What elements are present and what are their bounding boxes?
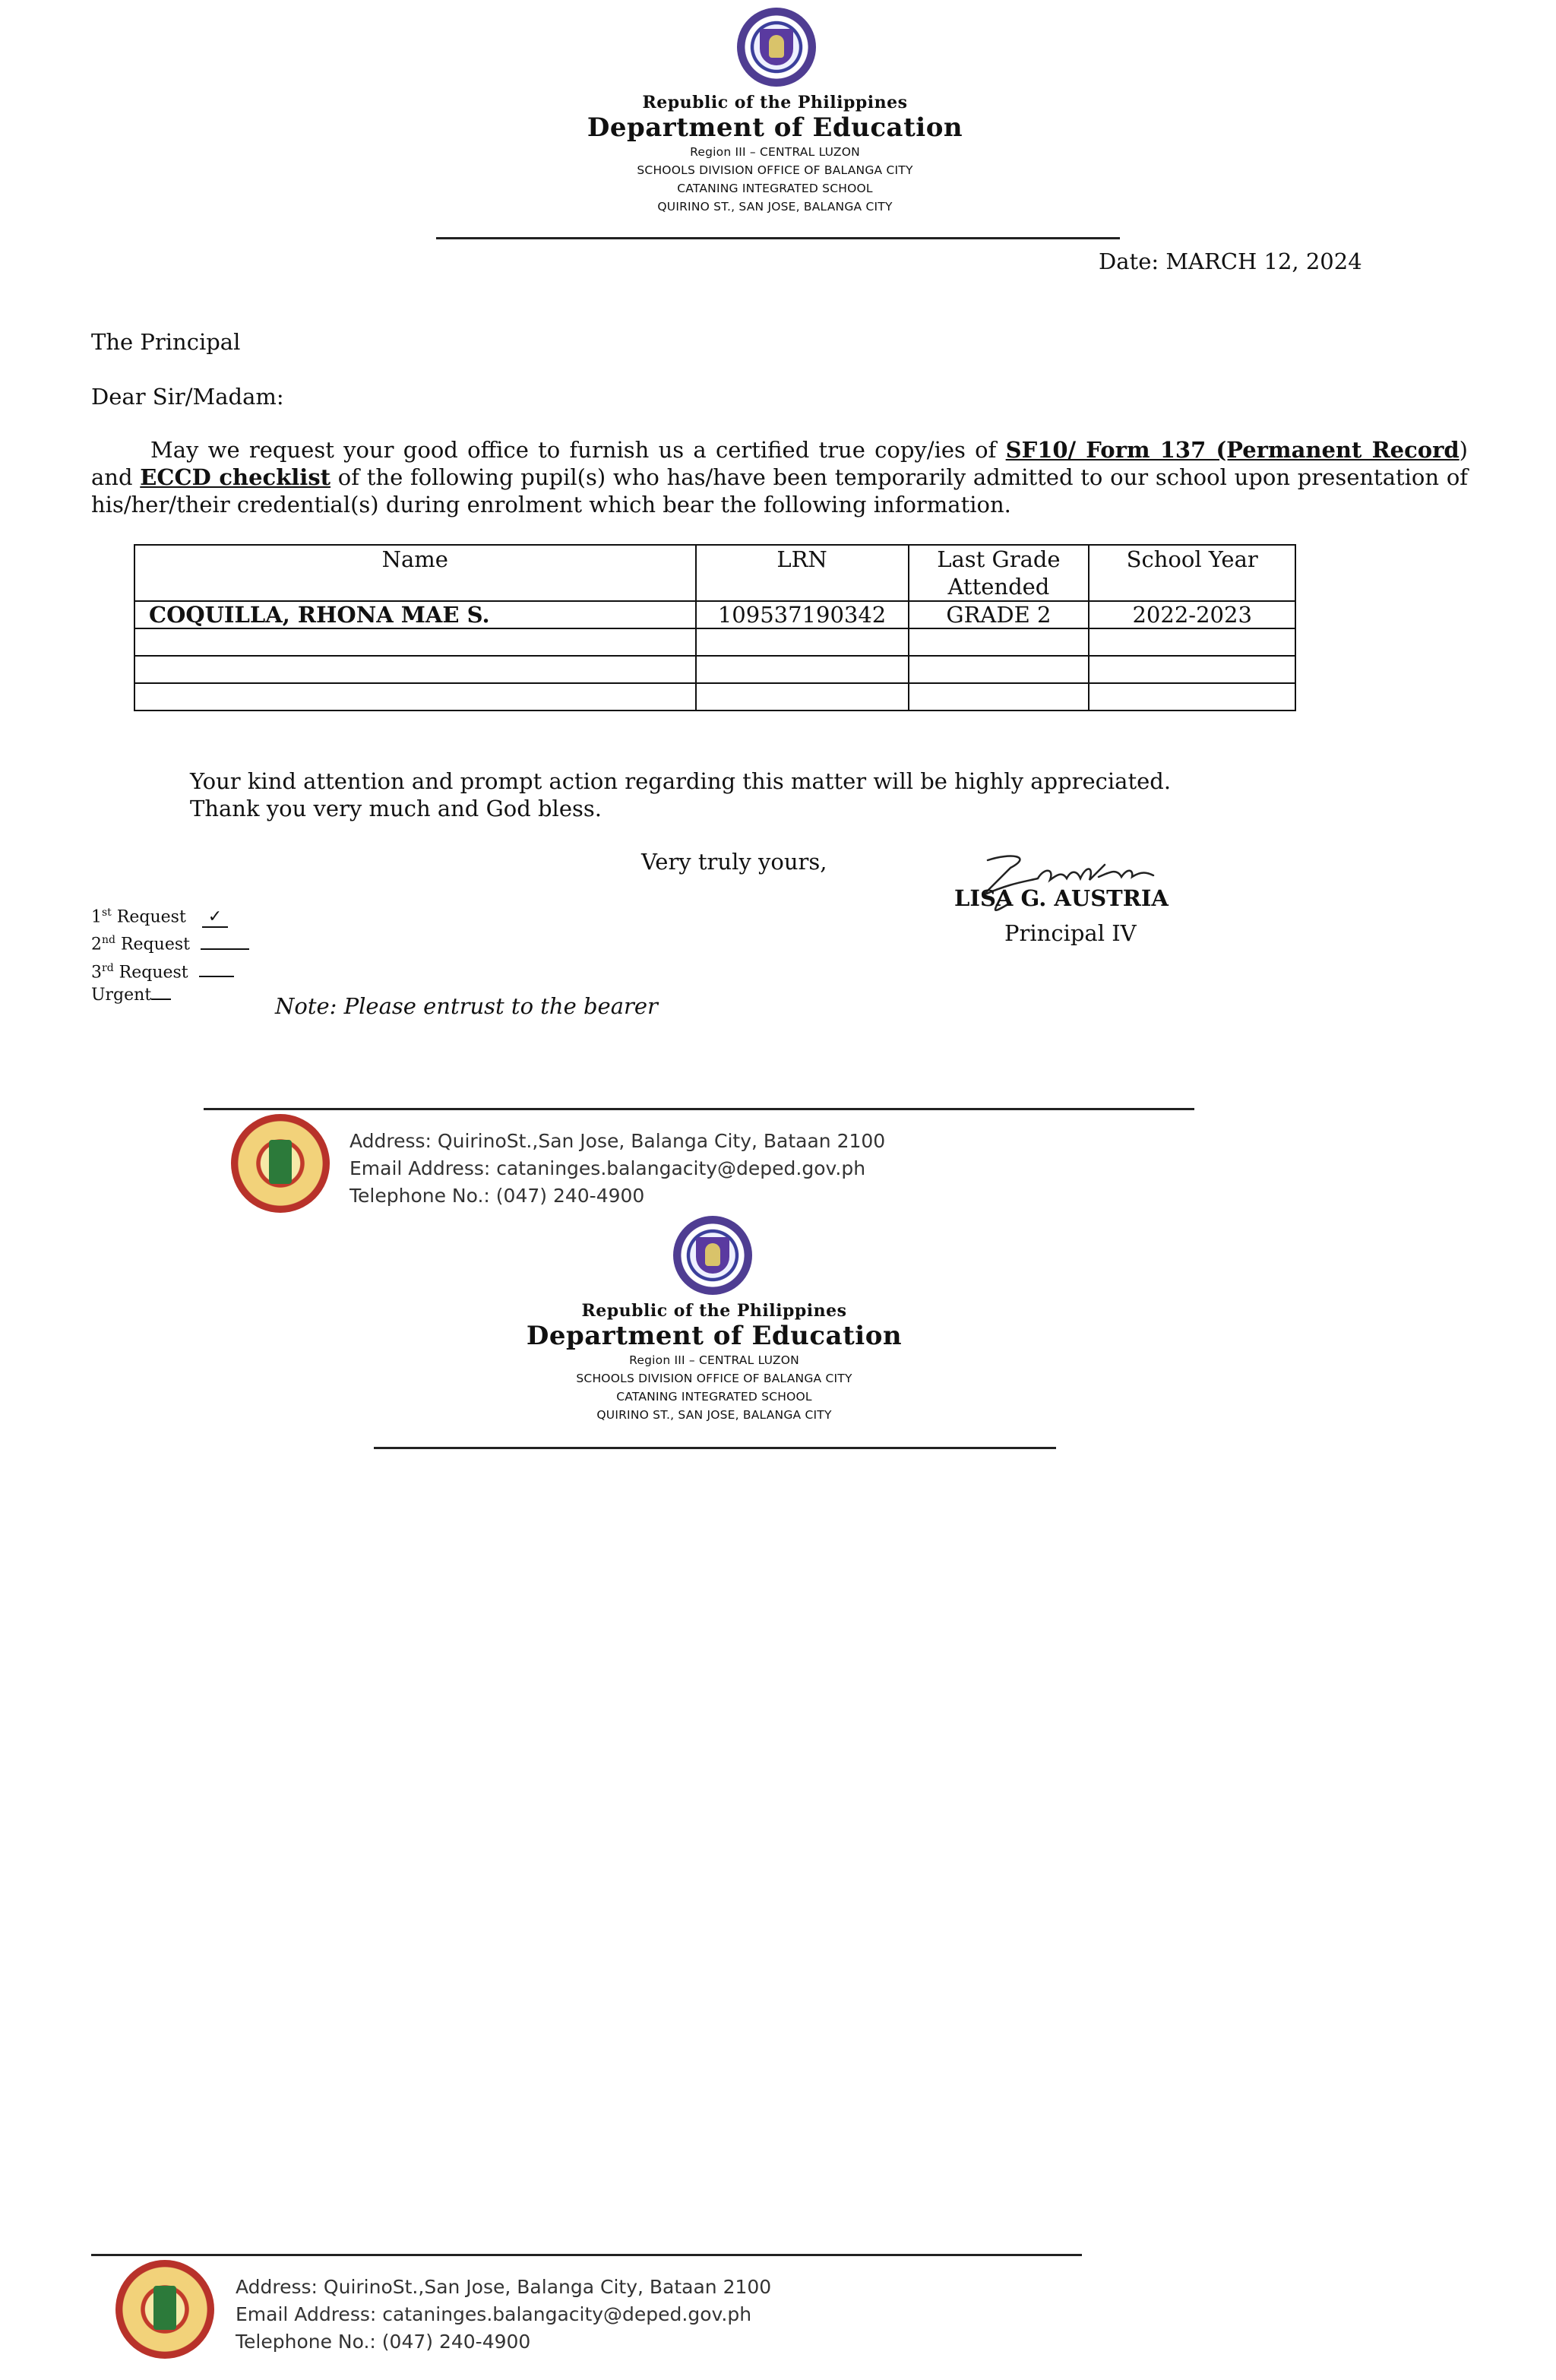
third-blank — [199, 976, 234, 977]
first-checkmark-icon: ✓ — [202, 907, 228, 928]
bearer-note: Note: Please entrust to the bearer — [275, 993, 658, 1019]
school-text: CATANING INTEGRATED SCHOOL — [616, 1390, 812, 1404]
col-grade-header: Last Grade Attended — [909, 545, 1090, 601]
closing-line-2: Thank you very much and God bless. — [190, 796, 602, 821]
deped-seal-icon — [737, 8, 816, 87]
footer-phone: Telephone No.: (047) 240-4900 — [236, 2331, 531, 2353]
footer-phone: Telephone No.: (047) 240-4900 — [349, 1185, 645, 1207]
school-logo-icon — [115, 2260, 214, 2359]
table-row — [134, 656, 1295, 683]
school-address-text: QUIRINO ST., SAN JOSE, BALANGA CITY — [596, 1408, 832, 1422]
footer-address: Address: QuirinoSt.,San Jose, Balanga City, Bataan 2100 — [349, 1130, 886, 1152]
first-request — [91, 901, 249, 929]
third-request — [91, 957, 249, 984]
cell-name: COQUILLA, RHONA MAE S. — [134, 601, 696, 628]
p1-e: of the following pupil(s) who has/have been temporarily admitted to our school upon presentation of his/her/their credential(s) during enrolment which bear the following information. — [91, 464, 1469, 517]
col-lrn-header: LRN — [696, 545, 909, 601]
signatory-position: Principal IV — [1004, 920, 1137, 946]
footer-email: Email Address: cataninges.balangacity@deped.gov.ph — [236, 2303, 752, 2325]
cell-name — [134, 628, 696, 656]
letter-date: Date: MARCH 12, 2024 — [1099, 248, 1362, 274]
request-paragraph — [91, 436, 1468, 518]
republic-text: Republic of the Philippines — [642, 93, 908, 112]
eccd-text: ECCD checklist — [140, 464, 331, 490]
cell-grade — [909, 683, 1090, 711]
deped-seal-icon — [673, 1216, 752, 1295]
cell-lrn — [696, 628, 909, 656]
cell-year: 2022-2023 — [1089, 601, 1295, 628]
sf10-text: SF10/ Form 137 (Permanent Record — [1005, 437, 1460, 463]
region-text: Region III – CENTRAL LUZON — [629, 1353, 799, 1367]
department-title: Department of Education — [587, 112, 963, 143]
cell-grade — [909, 628, 1090, 656]
cell-grade: GRADE 2 — [909, 601, 1090, 628]
recipient: The Principal — [91, 329, 241, 355]
region-text: Region III – CENTRAL LUZON — [690, 145, 860, 159]
second-blank — [201, 948, 249, 950]
footer-contact — [236, 2274, 771, 2356]
second-label: Request — [115, 935, 190, 954]
second-request — [91, 929, 249, 956]
second-num: 2 — [91, 935, 102, 954]
urgent-blank — [151, 999, 171, 1000]
third-num: 3 — [91, 962, 102, 982]
cell-grade — [909, 656, 1090, 683]
closing-line-1: Your kind attention and prompt action regarding this matter will be highly appreciated. — [190, 768, 1172, 794]
valediction: Very truly yours, — [641, 849, 827, 875]
department-title: Department of Education — [526, 1321, 903, 1351]
table-row — [134, 628, 1295, 656]
footer-divider — [204, 1108, 1194, 1110]
first-num: 1 — [91, 907, 102, 927]
col-year-header: School Year — [1089, 545, 1295, 601]
third-sup: rd — [102, 961, 114, 974]
table-row — [134, 601, 1295, 628]
cell-year — [1089, 683, 1295, 711]
footer-contact — [349, 1128, 885, 1210]
letterhead — [471, 1301, 957, 1424]
cell-year — [1089, 628, 1295, 656]
first-sup: st — [102, 907, 112, 919]
p1-c: ) and — [91, 437, 1468, 490]
second-sup: nd — [102, 934, 115, 947]
school-address-text: QUIRINO ST., SAN JOSE, BALANGA CITY — [657, 200, 893, 214]
pupil-table — [134, 544, 1296, 711]
footer-address: Address: QuirinoSt.,San Jose, Balanga City, Bataan 2100 — [236, 2276, 772, 2298]
division-text: SCHOOLS DIVISION OFFICE OF BALANGA CITY — [637, 163, 913, 177]
cell-name — [134, 656, 696, 683]
third-label: Request — [113, 962, 188, 982]
request-checklist — [91, 901, 249, 1007]
letterhead — [532, 93, 1018, 216]
school-text: CATANING INTEGRATED SCHOOL — [677, 182, 873, 195]
republic-text: Republic of the Philippines — [581, 1301, 847, 1321]
cell-year — [1089, 656, 1295, 683]
col-name-header: Name — [134, 545, 696, 601]
urgent-label: Urgent — [91, 985, 152, 1005]
header-divider — [436, 237, 1120, 239]
cell-lrn — [696, 656, 909, 683]
first-label: Request — [111, 907, 186, 927]
cell-lrn: 109537190342 — [696, 601, 909, 628]
table-header-row — [134, 545, 1295, 601]
p1-a: May we request your good office to furnish us a certified true copy/ies of — [150, 437, 1006, 463]
footer-email: Email Address: cataninges.balangacity@deped.gov.ph — [349, 1157, 866, 1179]
table-row — [134, 683, 1295, 711]
cell-lrn — [696, 683, 909, 711]
urgent-request — [91, 984, 249, 1007]
header-divider — [374, 1447, 1056, 1449]
division-text: SCHOOLS DIVISION OFFICE OF BALANGA CITY — [576, 1372, 852, 1385]
cell-name — [134, 683, 696, 711]
footer-divider — [91, 2254, 1082, 2256]
salutation: Dear Sir/Madam: — [91, 384, 284, 410]
signatory-name: LISA G. AUSTRIA — [954, 885, 1169, 911]
school-logo-icon — [231, 1114, 330, 1213]
